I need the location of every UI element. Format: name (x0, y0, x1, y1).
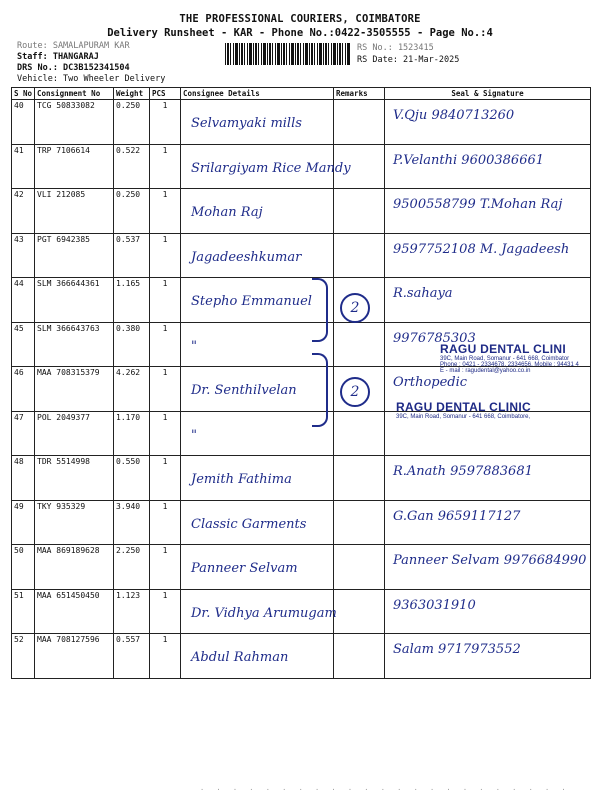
rs-number: RS No.: 1523415 (357, 43, 434, 53)
consignee-handwriting: Dr. Senthilvelan (191, 383, 297, 398)
signature-handwriting: R.sahaya (393, 286, 453, 301)
weight-cell: 0.522 (114, 144, 150, 189)
consignee-handwriting: Jemith Fathima (191, 472, 292, 487)
sno-cell: 49 (12, 500, 35, 545)
sno-cell: 51 (12, 589, 35, 634)
weight-cell: 1.165 (114, 278, 150, 323)
consignment-number-cell: SLM 366643763 (35, 322, 114, 367)
signature-handwriting: Orthopedic (393, 375, 468, 390)
sno-cell: 52 (12, 634, 35, 679)
consignment-number-cell: POL 2049377 (35, 411, 114, 456)
signature-handwriting: 9597752108 M. Jagadeesh (393, 241, 570, 257)
weight-cell: 1.123 (114, 589, 150, 634)
weight-cell: 0.557 (114, 634, 150, 679)
col-signature-header: Seal & Signature (385, 88, 591, 100)
col-weight-header: Weight (114, 88, 150, 100)
consignee-handwriting: " (191, 427, 197, 443)
consignee-cell (181, 589, 337, 634)
consignee-handwriting: Classic Garments (191, 516, 307, 532)
col-consignment-header: Consignment No (35, 88, 114, 100)
signature-handwriting: 9500558799 T.Mohan Raj (393, 197, 563, 212)
stamp-address: 39C, Main Road, Somanur - 641 668, Coimbatore, (396, 414, 531, 420)
signature-handwriting: Salam 9717973552 (393, 642, 521, 657)
consignee-cell (181, 456, 334, 501)
signature-cell (385, 589, 591, 634)
consignee-cell (181, 545, 334, 590)
pcs-cell: 1 (150, 456, 181, 501)
sno-cell: 40 (12, 100, 35, 145)
col-sno-header: S No (12, 88, 35, 100)
consignment-number-cell: TKY 935329 (35, 500, 114, 545)
runsheet-subtitle: Delivery Runsheet - KAR - Phone No.:0422-3505555 - Page No.:4 (107, 27, 493, 39)
col-consignee-header: Consignee Details (181, 88, 334, 100)
consignee-cell (181, 500, 334, 545)
signature-handwriting: V.Qju 9840713260 (393, 108, 515, 123)
pcs-cell: 1 (150, 100, 181, 145)
consignment-number-cell: MAA 869189628 (35, 545, 114, 590)
table-row (12, 233, 591, 278)
col-remarks-header: Remarks (334, 88, 385, 100)
stamp-clinic-name: RAGU DENTAL CLINI (440, 342, 566, 356)
pcs-cell: 1 (150, 545, 181, 590)
consignee-cell (181, 100, 334, 145)
consignment-number-cell: PGT 6942385 (35, 233, 114, 278)
remarks-cell (334, 456, 385, 501)
signature-cell (385, 144, 591, 189)
remarks-cell (334, 411, 385, 456)
signature-cell (385, 500, 591, 545)
consignee-handwriting: Srilargiyam Rice Mandy (191, 160, 351, 176)
signature-cell (385, 634, 591, 679)
signature-cell (385, 456, 591, 501)
signature-cell (385, 278, 591, 323)
signature-handwriting: P.Velanthi 9600386661 (393, 152, 545, 168)
vehicle-label: Vehicle: Two Wheeler Delivery (17, 74, 166, 84)
consignee-handwriting: " (191, 338, 197, 354)
consignee-cell (181, 322, 334, 367)
remarks-cell (334, 233, 385, 278)
weight-cell: 0.380 (114, 322, 150, 367)
remarks-cell (334, 545, 385, 590)
sno-cell: 43 (12, 233, 35, 278)
sno-cell: 42 (12, 189, 35, 234)
pcs-cell: 1 (150, 233, 181, 278)
drs-number: DRS No.: DC3B152341504 (17, 63, 130, 73)
consignment-number-cell: MAA 708127596 (35, 634, 114, 679)
remarks-bracket (312, 353, 328, 427)
sno-cell: 44 (12, 278, 35, 323)
consignee-cell (181, 411, 334, 456)
consignee-cell (181, 367, 334, 412)
signature-handwriting: Panneer Selvam 9976684990 (393, 553, 587, 568)
pcs-cell: 1 (150, 589, 181, 634)
table-row (12, 545, 591, 590)
weight-cell: 0.550 (114, 456, 150, 501)
remarks-cell (334, 500, 385, 545)
footer-dots: · · · · · · · · · · · · · · · · · · · · · · · (200, 786, 570, 794)
remarks-cell (334, 589, 385, 634)
table-row (12, 500, 591, 545)
remarks-cell (334, 634, 385, 679)
signature-cell (385, 233, 591, 278)
clinic-stamp (396, 400, 531, 420)
signature-cell (385, 189, 591, 234)
route-label: Route: SAMALAPURAM KAR (17, 41, 130, 51)
consignment-number-cell: TRP 7106614 (35, 144, 114, 189)
weight-cell: 0.537 (114, 233, 150, 278)
table-row (12, 278, 591, 323)
pcs-cell: 1 (150, 144, 181, 189)
runsheet-table (11, 87, 591, 679)
consignee-handwriting: Stepho Emmanuel (191, 294, 312, 309)
stamp-email: E - mail : ragudental@yahoo.co.in (440, 368, 531, 374)
consignment-number-cell: SLM 366644361 (35, 278, 114, 323)
consignment-number-cell: TCG 50833082 (35, 100, 114, 145)
barcode-image (225, 43, 351, 65)
signature-handwriting: R.Anath 9597883681 (393, 464, 533, 479)
weight-cell: 0.250 (114, 189, 150, 234)
sno-cell: 45 (12, 322, 35, 367)
weight-cell: 2.250 (114, 545, 150, 590)
consignee-handwriting: Mohan Raj (191, 205, 263, 220)
sno-cell: 48 (12, 456, 35, 501)
rs-date: RS Date: 21-Mar-2025 (357, 55, 460, 65)
clinic-stamp (440, 342, 579, 374)
table-header-row (12, 88, 591, 100)
pcs-cell: 1 (150, 322, 181, 367)
signature-handwriting: 9363031910 (393, 597, 476, 613)
pcs-cell: 1 (150, 634, 181, 679)
consignment-number-cell: TDR 5514998 (35, 456, 114, 501)
consignee-handwriting: Selvamyaki mills (191, 116, 302, 131)
remarks-cell (334, 322, 385, 367)
consignment-number-cell: MAA 708315379 (35, 367, 114, 412)
consignee-cell (181, 233, 334, 278)
sno-cell: 50 (12, 545, 35, 590)
sno-cell: 46 (12, 367, 35, 412)
company-title: THE PROFESSIONAL COURIERS, COIMBATORE (179, 13, 421, 25)
remarks-cell (334, 100, 385, 145)
weight-cell: 3.940 (114, 500, 150, 545)
table-row (12, 456, 591, 501)
table-row (12, 189, 591, 234)
consignee-cell (181, 189, 334, 234)
stamp-phone: Phone : 0421 - 2334678, 2334656, Mobile : 94431 4 (440, 362, 579, 368)
stamp-clinic-name: RAGU DENTAL CLINIC (396, 400, 531, 414)
col-pcs-header: PCS (150, 88, 181, 100)
consignee-handwriting: Panneer Selvam (191, 561, 298, 576)
consignee-cell (181, 144, 351, 189)
remarks-cell (334, 189, 385, 234)
table-row (12, 634, 591, 679)
consignment-number-cell: VLI 212085 (35, 189, 114, 234)
weight-cell: 1.170 (114, 411, 150, 456)
signature-cell (385, 545, 591, 590)
consignee-handwriting: Dr. Vidhya Arumugam (191, 605, 337, 621)
consignee-cell (181, 278, 334, 323)
table-row (12, 144, 591, 189)
remarks-count-mark: 2 (340, 377, 370, 407)
sno-cell: 41 (12, 144, 35, 189)
consignee-cell (181, 634, 334, 679)
pcs-cell: 1 (150, 189, 181, 234)
pcs-cell: 1 (150, 367, 181, 412)
pcs-cell: 1 (150, 411, 181, 456)
consignee-handwriting: Jagadeeshkumar (191, 249, 302, 265)
sno-cell: 47 (12, 411, 35, 456)
table-row (12, 589, 591, 634)
consignment-number-cell: MAA 651450450 (35, 589, 114, 634)
pcs-cell: 1 (150, 500, 181, 545)
signature-handwriting: G.Gan 9659117127 (393, 508, 521, 524)
remarks-count-mark: 2 (340, 293, 370, 323)
signature-cell (385, 100, 591, 145)
weight-cell: 0.250 (114, 100, 150, 145)
remarks-bracket (312, 278, 328, 342)
consignee-handwriting: Abdul Rahman (191, 650, 289, 665)
weight-cell: 4.262 (114, 367, 150, 412)
stamp-address: 39C, Main Road, Somanur - 641 668, Coimbator (440, 356, 570, 362)
staff-label: Staff: THANGARAJ (17, 52, 99, 62)
pcs-cell: 1 (150, 278, 181, 323)
table-row (12, 100, 591, 145)
signature-handwriting: 9976785303 (393, 330, 476, 346)
